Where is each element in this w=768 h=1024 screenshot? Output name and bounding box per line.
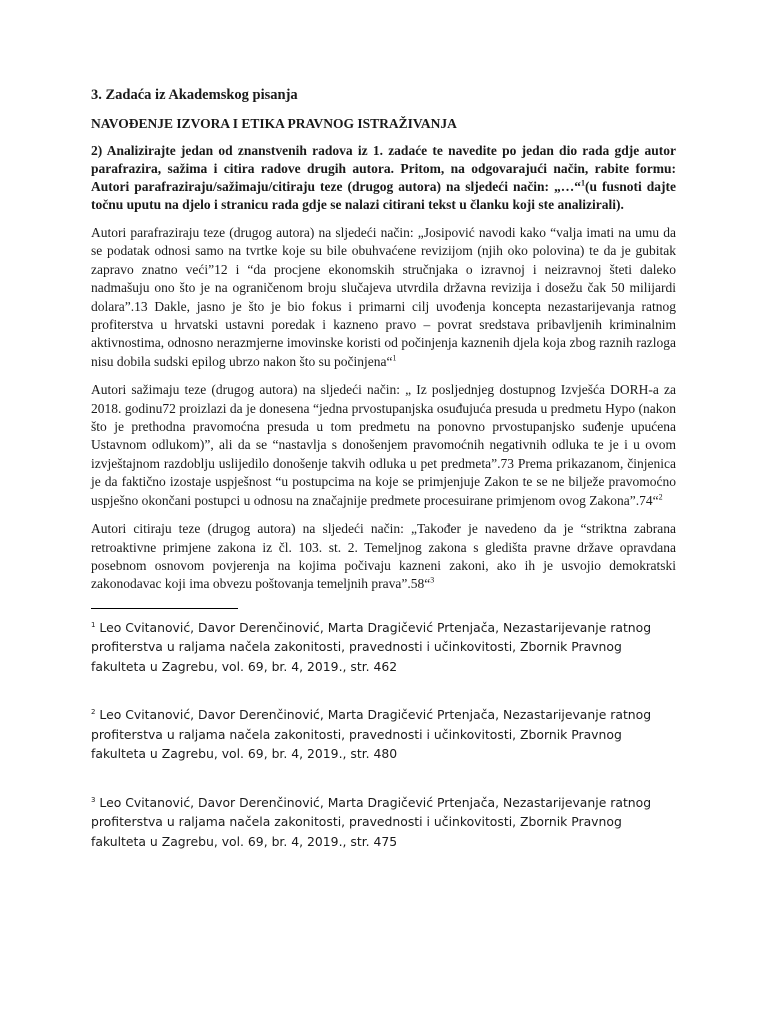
footnote-ref[interactable]: 2 [658,492,663,502]
footnote-ref[interactable]: 1 [392,353,397,363]
footnote-number: 2 [91,708,96,717]
paragraph-paraphrase [91,224,676,371]
footnote-number: 1 [91,620,96,629]
assignment-title: 3. Zadaća iz Akademskog pisanja [91,87,298,103]
footnote-text: Leo Cvitanović, Davor Derenčinović, Marta Dragičević Prtenjača, Nezastarijevanje ratnog profiterstva u raljama načela zakonitosti, pravednosti i učinkovitosti, Zbornik Pravnog fakulteta u Zagrebu, vol. 69, br. 4, 2019., str. 475 [91,794,652,849]
paragraph-text: Autori parafraziraju teze (drugog autora) na sljedeći način: „Josipović navodi kako “valja imati na umu da se podatak odnosi samo na tvrtke koje su bile obuhvaćene revizijom (njih oko polovina) te da je gubitak zapravo znatno veći”12 i “da procjene ekonomskih stručnjaka o izravnoj i neizravnoj šteti daleko nadmašuju ono što je na ograničenom broju slučajeva utvrdila državna revizija i dosežu čak 50 milijardi dolara”.13 Dakle, jasno je što je bio fokus i primarni cilj uvođenja koncepta nezastarijevanja ratnog profiterstva u hrvatski ustavni poredak i kazneno pravo – povrat sredstava pribavljenih kriminalnim aktivnostima, odnosno nerazmjerne imovinske koristi od počinjenja kaznenih djela koja zbog raznih razloga nisu dobila sudski epilog ubrzo nakon što su počinjena“ [91,225,676,369]
footnote-1 [91,618,676,677]
document-content [91,86,676,880]
footnote-ref[interactable]: 1 [580,178,585,188]
footnote-3 [91,793,676,852]
task-text-after: (u fusnoti dajte točnu uputu na djelo i stranicu rada gdje se nalazi citirani tekst u članku koji ste analizirali). [91,179,676,212]
task-instructions [91,142,676,214]
section-title: NAVOĐENJE IZVORA I ETIKA PRAVNOG ISTRAŽIVANJA [91,116,457,131]
task-text: 2) Analizirajte jedan od znanstvenih radova iz 1. zadaće te navedite po jedan dio rada gdje autor parafrazira, sažima i citira radove drugih autora. Pritom, na odgovarajući način, rabite formu: Autori parafraziraju/sažimaju/citiraju teze (drugog autora) na sljedeći način: „…“ [91,143,676,194]
paragraph-text: Autori citiraju teze (drugog autora) na sljedeći način: „Također je navedeno da je “striktna zabrana retroaktivne primjene zakona iz čl. 103. st. 2. Temeljnog zakona s gledišta pravne države opravdana posebnom osnovom povjerenja na kojima počivaju kazneni zakoni, ako ih je usvojio demokratski zakonodavac koji ima obvezu poštovanja temeljnih prava”.58“ [91,521,676,592]
footnote-2 [91,705,676,764]
paragraph-summary [91,381,676,510]
footnote-separator [91,608,238,609]
footnote-number: 3 [91,795,96,804]
footnote-text: Leo Cvitanović, Davor Derenčinović, Marta Dragičević Prtenjača, Nezastarijevanje ratnog profiterstva u raljama načela zakonitosti, pravednosti i učinkovitosti, Zbornik Pravnog fakulteta u Zagrebu, vol. 69, br. 4, 2019., str. 462 [91,619,652,674]
footnote-ref[interactable]: 3 [430,575,435,585]
paragraph-citation [91,520,676,594]
footnote-text: Leo Cvitanović, Davor Derenčinović, Marta Dragičević Prtenjača, Nezastarijevanje ratnog profiterstva u raljama načela zakonitosti, pravednosti i učinkovitosti, Zbornik Pravnog fakulteta u Zagrebu, vol. 69, br. 4, 2019., str. 480 [91,707,652,762]
paragraph-text: Autori sažimaju teze (drugog autora) na sljedeći način: „ Iz posljednjeg dostupnog Izvješća DORH-a za 2018. godinu72 proizlazi da je donesena “jedna prvostupanjska osuđujuća presuda u predmetu Hypo (nakon što je prethodna pravomoćna presuda u tom predmetu na ponovno prvostupanjsko suđenje upućena Ustavnom odlukom)”, ali da se “nastavlja s donošenjem pravomoćnih negativnih odluka te je i u ovom izvještajnom razdoblju uslijedilo donošenje takvih odluka u pet predmeta”.73 Prema prikazanom, činjenica je da faktično izostaje uspješnost “u postupcima na koje se primjenjuje Zakon te se ne bilježe pravomoćno uspješno okončani postupci u odnosu na značajnije predmete procesuirane primjenom ovog Zakona”.74“ [91,382,676,508]
